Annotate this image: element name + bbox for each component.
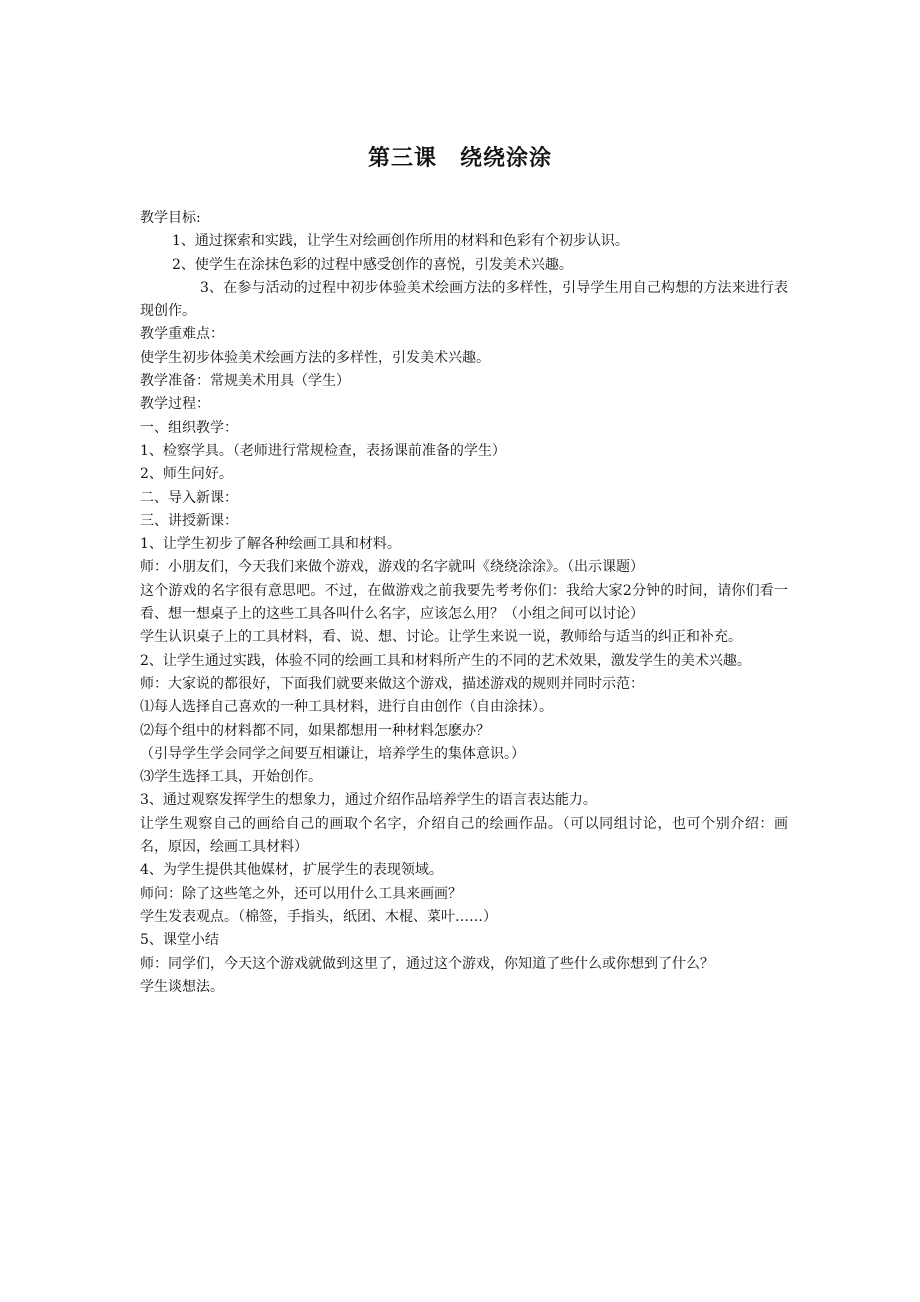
paragraph: 学生谈想法。 (140, 978, 224, 995)
paragraph: 4、为学生提供其他媒材，扩展学生的表现领域。 (140, 862, 443, 879)
objective-item: 1、通过探索和实践，让学生对绘画创作所用的材料和色彩有个初步认识。 (172, 233, 629, 250)
paragraph: 教学准备：常规美术用具（学生） (140, 373, 350, 390)
paragraph: 1、检察学具。（老师进行常规检查，表扬课前准备的学生） (140, 442, 506, 459)
section-heading-process: 教学过程： (140, 396, 210, 413)
paragraph: 师：小朋友们，今天我们来做个游戏，游戏的名字就叫《绕绕涂涂》。（出示课题） (140, 559, 644, 576)
section-heading: 二、导入新课： (140, 489, 238, 506)
paragraph: 使学生初步体验美术绘画方法的多样性，引发美术兴趣。 (140, 349, 490, 366)
paragraph: 2、师生问好。 (140, 466, 233, 483)
paragraph: ⑶学生选择工具，开始创作。 (140, 769, 322, 786)
paragraph: 1、让学生初步了解各种绘画工具和材料。 (140, 536, 401, 553)
paragraph: （引导学生学会同学之间要互相谦让，培养学生的集体意识。） (140, 745, 525, 762)
page-title: 第三课 绕绕涂涂 (367, 145, 552, 171)
objective-item: 2、使学生在涂抹色彩的过程中感受创作的喜悦，引发美术兴趣。 (172, 256, 573, 273)
section-heading: 三、讲授新课： (140, 512, 238, 529)
paragraph: 学生发表观点。（棉签，手指头，纸团、木棍、菜叶……） (140, 908, 497, 925)
section-heading-objectives: 教学目标: (140, 210, 201, 226)
paragraph: ⑵每个组中的材料都不同，如果都想用一种材料怎麽办？ (140, 722, 490, 739)
document-body (140, 207, 788, 999)
paragraph: 2、让学生通过实践，体验不同的绘画工具和材料所产生的不同的艺术效果，激发学生的美术兴趣。 (140, 652, 751, 669)
paragraph: 师问：除了这些笔之外，还可以用什么工具来画画？ (140, 885, 462, 902)
paragraph: 学生认识桌子上的工具材料，看、说、想、讨论。让学生来说一说，教师给与适当的纠正和补充。 (140, 629, 742, 646)
paragraph: ⑴每人选择自己喜欢的一种工具材料，进行自由创作（自由涂抹）。 (140, 699, 553, 716)
paragraph: 师：同学们，今天这个游戏就做到这里了，通过这个游戏，你知道了些什么或你想到了什么？ (140, 955, 714, 972)
section-heading-key-points: 教学重难点： (140, 326, 224, 343)
paragraph: 这个游戏的名字很有意思吧。不过，在做游戏之前我要先考考你们：我给大家2分钟的时间，请你们看一看、想一想桌子上的这些工具各叫什么名字，应该怎么用？（小组之间可以讨论） (140, 582, 788, 623)
paragraph: 让学生观察自己的画给自己的画取个名字，介绍自己的绘画作品。（可以同组讨论，也可个别介绍：画名，原因，绘画工具材料） (140, 815, 788, 856)
section-heading: 5、课堂小结 (140, 932, 219, 949)
objective-item: 3、在参与活动的过程中初步体验美术绘画方法的多样性，引导学生用自己构想的方法来进行表现创作。 (140, 279, 788, 320)
section-heading: 一、组织教学： (140, 419, 238, 436)
paragraph: 3、通过观察发挥学生的想象力，通过介绍作品培养学生的语言表达能力。 (140, 792, 597, 809)
paragraph: 师：大家说的都很好，下面我们就要来做这个游戏，描述游戏的规则并同时示范： (140, 675, 644, 692)
